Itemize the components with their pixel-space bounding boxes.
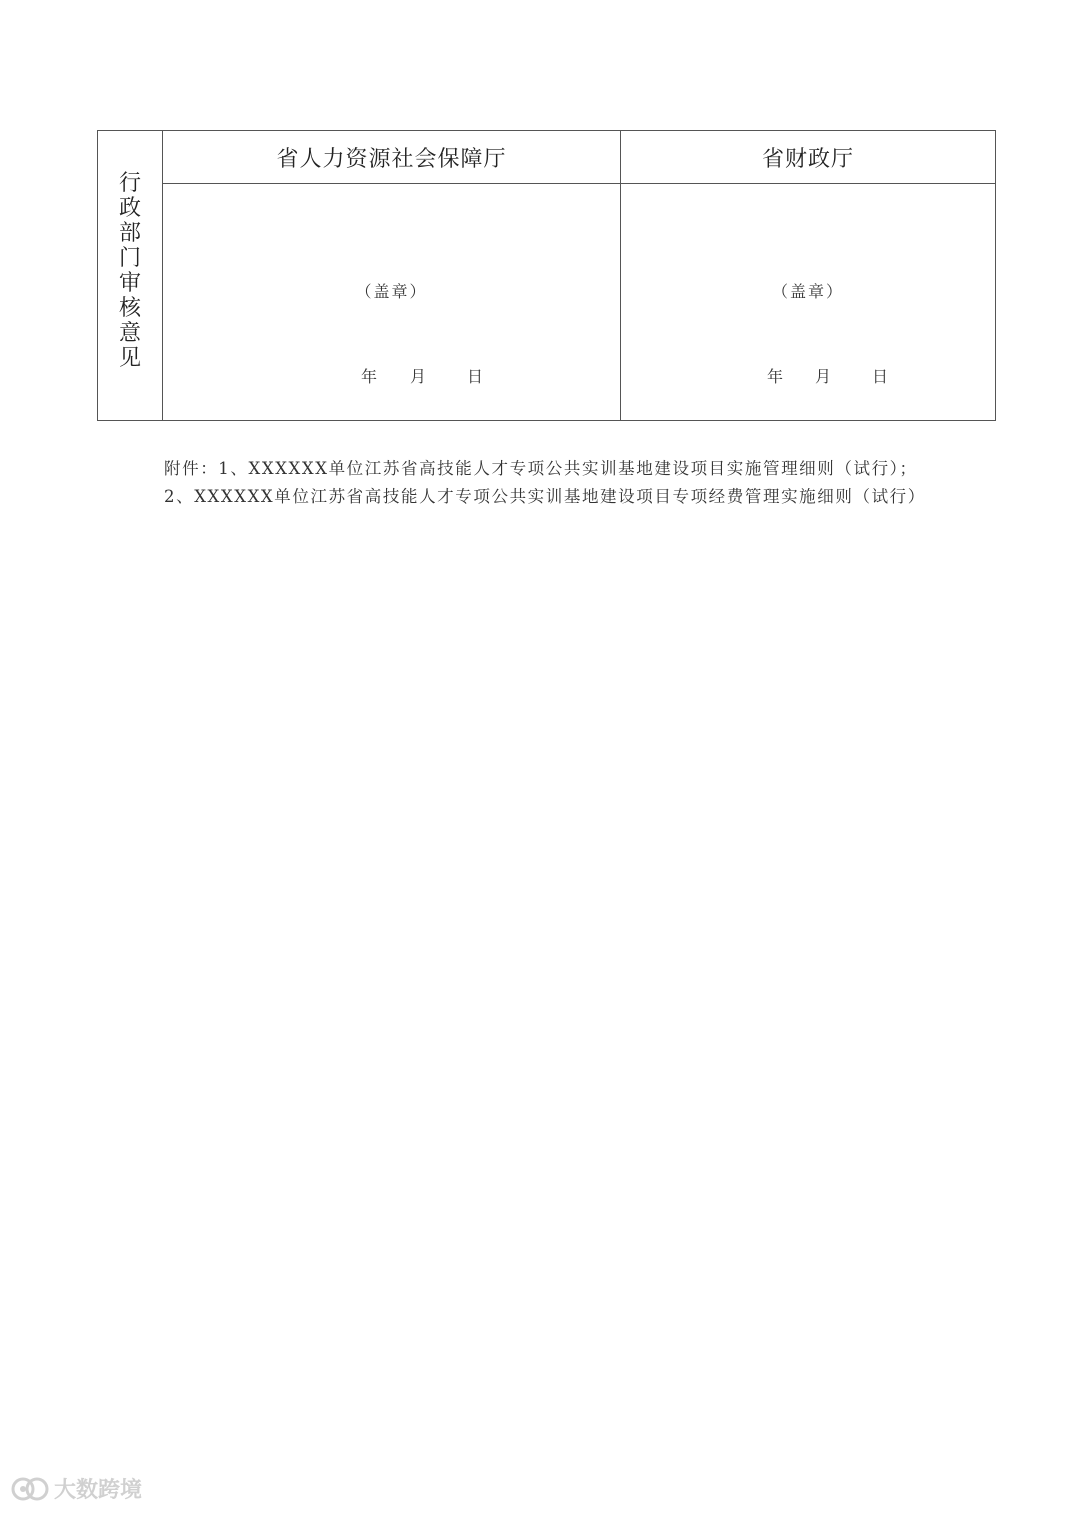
watermark (10, 1473, 142, 1504)
seal-placeholder: （盖章） (355, 282, 428, 301)
dept-column-hr (163, 131, 621, 420)
date-year-label: 年 (767, 367, 784, 386)
dept-name: 省人力资源社会保障厅 (163, 131, 620, 184)
review-table (97, 130, 996, 421)
side-label: 行政部门审核意见 (118, 171, 141, 371)
date-day-label: 日 (872, 367, 889, 386)
side-label-cell (98, 131, 163, 420)
date-year-label: 年 (361, 367, 378, 386)
attachment-note: 附件：1、XXXXXX单位江苏省高技能人才专项公共实训基地建设项目实施管理细则（试行）；2、XXXXXX单位江苏省高技能人才专项公共实训基地建设项目专项经费管理实施细则（试行） (164, 459, 926, 506)
date-month-label: 月 (815, 367, 832, 386)
date-month-label: 月 (410, 367, 427, 386)
seal-placeholder: （盖章） (771, 282, 844, 301)
watermark-text: 大数跨境 (54, 1478, 143, 1503)
date-day-label: 日 (467, 367, 484, 386)
dept-name: 省财政厅 (621, 131, 995, 184)
dept-column-finance (621, 131, 995, 420)
brand-logo-icon (10, 1476, 50, 1502)
